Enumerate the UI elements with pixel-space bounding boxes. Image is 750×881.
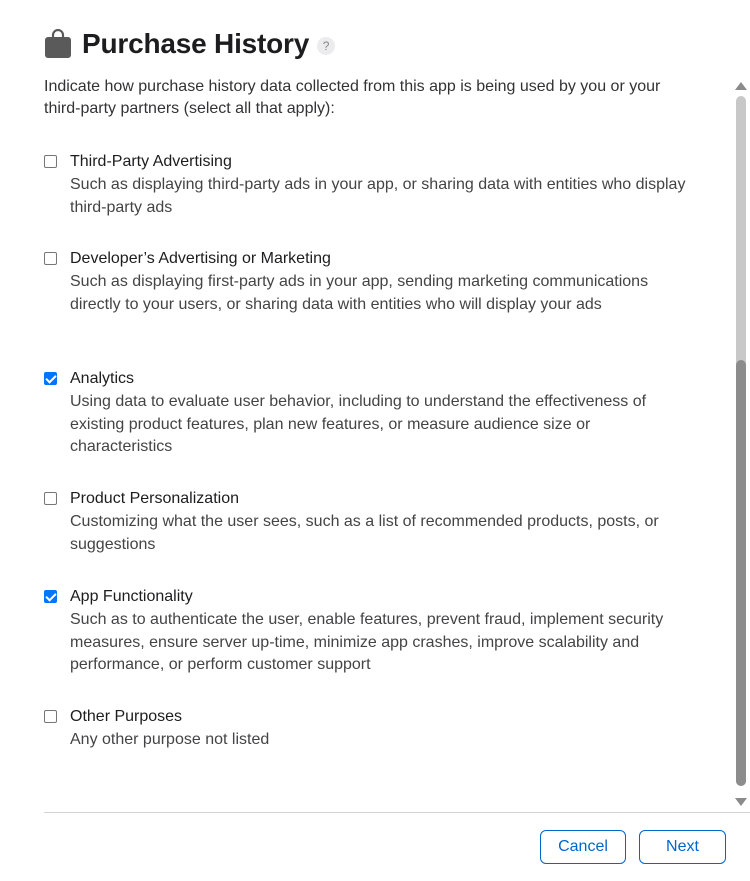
scroll-up-arrow-icon[interactable] <box>735 82 747 90</box>
next-button[interactable]: Next <box>639 830 726 864</box>
help-icon[interactable]: ? <box>317 37 335 55</box>
dialog-header <box>44 24 335 64</box>
option-description: Customizing what the user sees, such as a list of recommended products, posts, or suggestions <box>70 513 659 553</box>
option-title: Other Purposes <box>70 708 183 725</box>
checkbox-unchecked[interactable] <box>44 710 57 723</box>
cancel-button[interactable]: Cancel <box>540 830 626 864</box>
checkbox-unchecked[interactable] <box>44 492 57 505</box>
option-description: Such as displaying first-party ads in your app, sending marketing communications directly to your users, or sharing data with entities who will display your ads <box>70 273 649 313</box>
option-description: Such as displaying third-party ads in your app, or sharing data with entities who display third-party ads <box>70 176 686 216</box>
footer-divider <box>44 812 750 813</box>
option-title: Developer’s Advertising or Marketing <box>70 250 331 267</box>
shopping-bag-icon <box>44 29 72 59</box>
page-title: Purchase History <box>82 28 310 59</box>
checkbox-checked[interactable] <box>44 590 57 603</box>
checkbox-checked[interactable] <box>44 372 57 385</box>
scroll-down-arrow-icon[interactable] <box>735 798 747 806</box>
option-title: Analytics <box>70 370 135 387</box>
intro-text: Indicate how purchase history data collected from this app is being used by you or your third-party partners (select all that apply): <box>44 78 661 117</box>
checkbox-unchecked[interactable] <box>44 155 57 168</box>
scrollbar-track[interactable] <box>736 96 746 786</box>
option-description: Using data to evaluate user behavior, including to understand the effectiveness of existing product features, plan new features, or measure audience size or characteristics <box>70 393 647 455</box>
option-title: App Functionality <box>70 588 193 605</box>
option-title: Product Personalization <box>70 490 239 507</box>
vertical-scrollbar[interactable] <box>735 82 745 806</box>
option-description: Any other purpose not listed <box>70 731 270 748</box>
options-scroll-area[interactable] <box>0 74 750 810</box>
option-description: Such as to authenticate the user, enable features, prevent fraud, implement security measures, ensure server up-time, minimize app crashes, improve scalability and performance, or perform customer support <box>70 611 664 673</box>
checkbox-unchecked[interactable] <box>44 252 57 265</box>
scrollbar-thumb[interactable] <box>736 360 746 786</box>
option-title: Third-Party Advertising <box>70 153 232 170</box>
